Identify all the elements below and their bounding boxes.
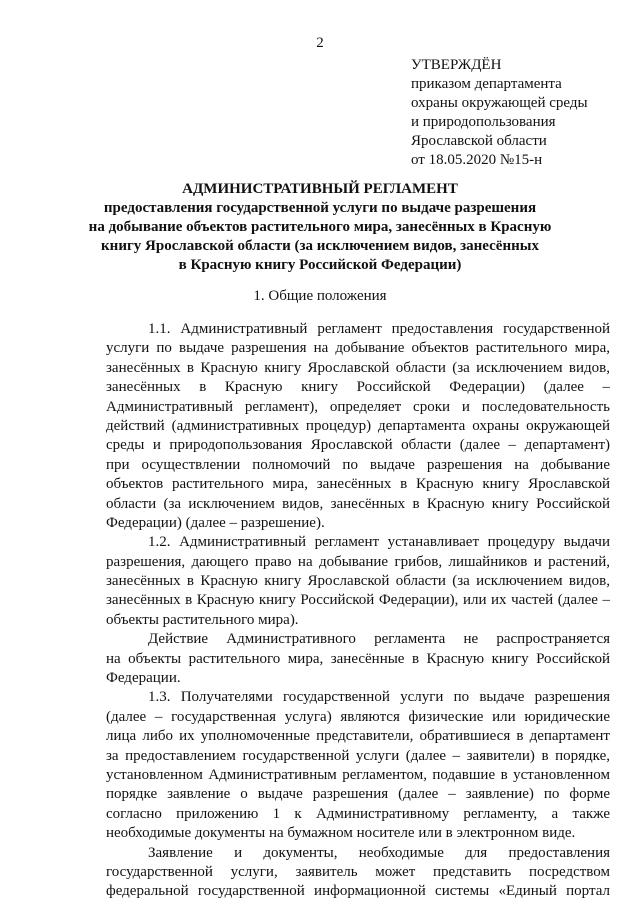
paragraph-line: Федерации) (далее – разрешение). bbox=[106, 514, 325, 531]
paragraph-line: занесённых в Красную книгу Российской Федерации) (далее – bbox=[106, 379, 610, 396]
body-text bbox=[106, 320, 610, 902]
paragraph-line: занесённых в Красную книгу Ярославской области (за исключением видов, bbox=[106, 573, 610, 590]
paragraph-line: действий (административных процедур) департамента охраны окружающей bbox=[106, 417, 610, 434]
title-line: книгу Ярославской области (за исключением видов, занесённых bbox=[101, 238, 539, 254]
approval-line: Ярославской области bbox=[411, 133, 547, 149]
paragraph-line: необходимые документы на бумажном носителе или в электронном виде. bbox=[106, 825, 576, 842]
paragraph-line: государственной услуги, заявитель может представить посредством bbox=[106, 863, 610, 880]
paragraph-line: федеральной государственной информационной системы «Единый портал bbox=[106, 883, 610, 900]
approval-line: УТВЕРЖДЁН bbox=[411, 57, 502, 73]
paragraph-line: 1.1. Административный регламент предоставления государственной bbox=[148, 321, 610, 337]
paragraph-line: согласно приложению 1 к Административному регламенту, а также bbox=[106, 805, 610, 822]
approval-line: охраны окружающей среды bbox=[411, 95, 588, 111]
paragraph-line: за предоставлением государственной услуги (далее – заявители) в порядке, bbox=[106, 747, 610, 764]
title-line: АДМИНИСТРАТИВНЫЙ РЕГЛАМЕНТ bbox=[182, 181, 458, 197]
paragraph-line: Административный регламент), определяет сроки и последовательность bbox=[106, 398, 610, 415]
approval-line: от 18.05.2020 №15-н bbox=[411, 152, 543, 168]
document-title bbox=[0, 180, 640, 275]
paragraph-line: при осуществлении полномочий по выдаче разрешения на добывание bbox=[106, 456, 610, 473]
approval-line: приказом департамента bbox=[411, 76, 562, 92]
paragraph-line: среды и природопользования Ярославской области (далее – департамент) bbox=[106, 437, 610, 454]
section-heading: 1. Общие положения bbox=[253, 288, 387, 304]
paragraph-line: 1.2. Административный регламент устанавливает процедуру выдачи bbox=[148, 534, 610, 551]
paragraph-line: занесённых в Красную книгу Российской Федерации), или их частей (далее – bbox=[106, 592, 610, 609]
paragraph-line: Действие Административного регламента не распространяется bbox=[148, 631, 610, 648]
approval-line: и природопользования bbox=[411, 114, 556, 130]
paragraph-line: услуги по выдаче разрешения на добывание объектов растительного мира, bbox=[106, 340, 610, 357]
approval-stamp bbox=[411, 56, 588, 170]
title-line: на добывание объектов растительного мира, занесённых в Красную bbox=[88, 219, 552, 235]
paragraph-line: установленном Административным регламентом, подавшие в установленном bbox=[106, 766, 610, 783]
page-number: 2 bbox=[316, 35, 324, 51]
paragraph-line: 1.3. Получателями государственной услуги по выдаче разрешения bbox=[148, 689, 610, 706]
title-line: в Красную книгу Российской Федерации) bbox=[178, 257, 462, 273]
paragraph-line: Заявление и документы, необходимые для предоставления bbox=[148, 844, 610, 861]
paragraph-line: разрешения, дающего право на добывание грибов, лишайников и растений, bbox=[106, 553, 610, 570]
paragraph-line: порядке заявление о выдаче разрешения (далее – заявление) по форме bbox=[106, 786, 610, 803]
paragraph-line: лица либо их уполномоченные представители, обратившиеся в департамент bbox=[106, 728, 610, 745]
paragraph-line: области (за исключением видов, занесённых в Красную книгу Российской bbox=[106, 495, 610, 512]
title-line: предоставления государственной услуги по выдаче разрешения bbox=[103, 200, 537, 216]
paragraph-line: занесённых в Красную книгу Ярославской области (за исключением видов, bbox=[106, 359, 610, 376]
paragraph-line: объекты растительного мира). bbox=[106, 611, 299, 628]
paragraph-line: (далее – государственная услуга) являются физические или юридические bbox=[106, 708, 610, 725]
paragraph-line: Федерации. bbox=[106, 670, 181, 687]
paragraph-line: объектов растительного мира, занесённых в Красную книгу Ярославской bbox=[106, 476, 610, 493]
paragraph-line: на объекты растительного мира, занесённые в Красную книгу Российской bbox=[106, 650, 610, 667]
